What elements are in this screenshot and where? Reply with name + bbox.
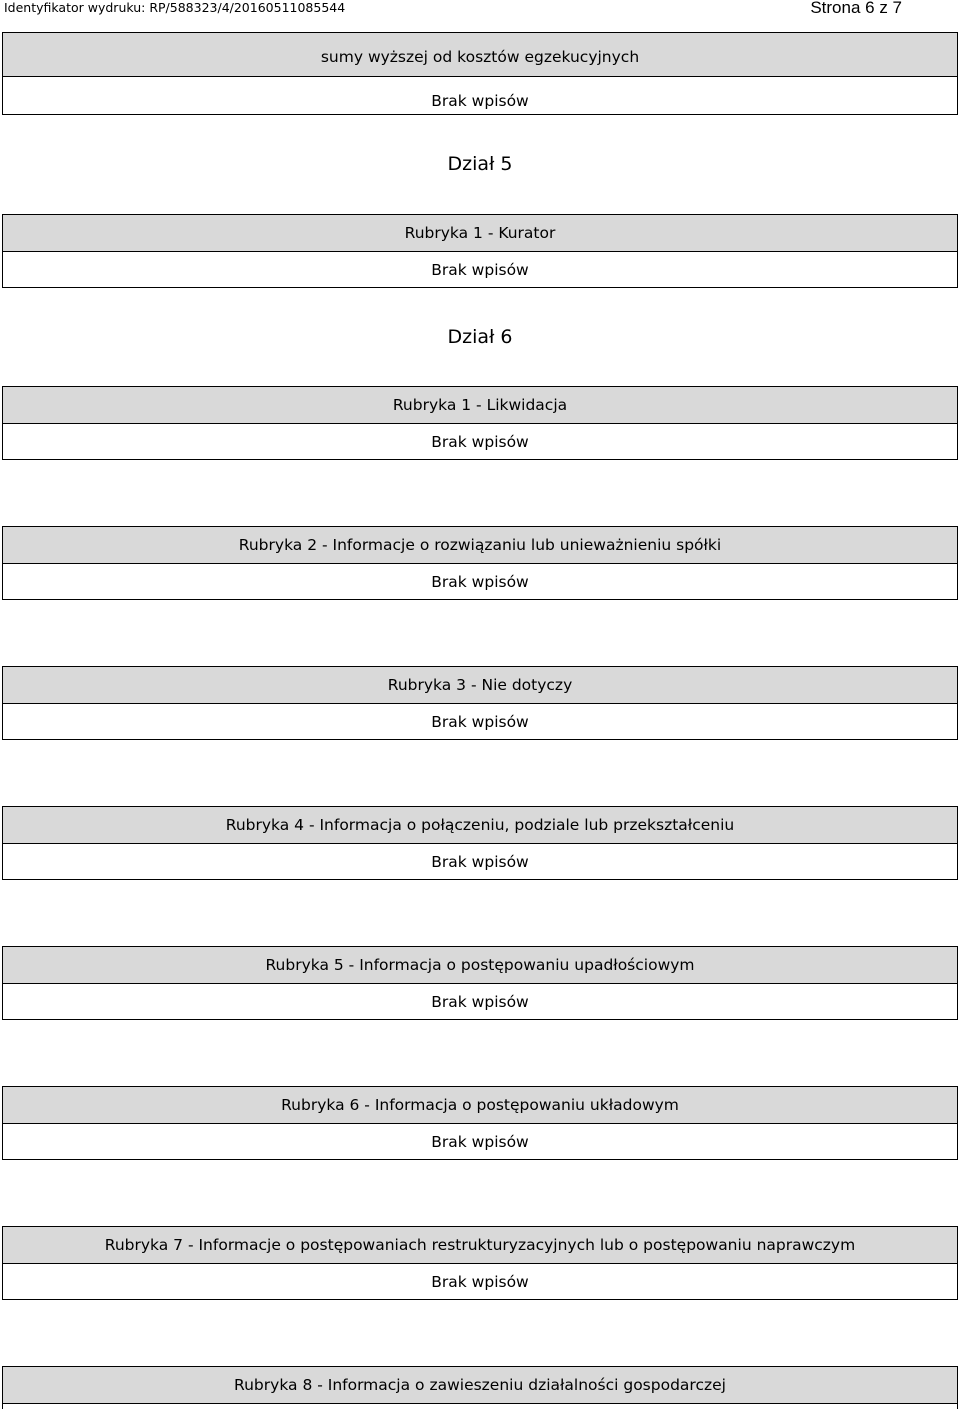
print-identifier: Identyfikator wydruku: RP/588323/4/20160511085544 [4,0,346,15]
section-title-dzial-5: Dział 5 [447,153,513,175]
rubryka-block [2,386,958,460]
page-number: Strona 6 z 7 [810,0,902,17]
rubryka-block [2,806,958,880]
rubryka-block [2,1226,958,1300]
rubryka-body: Brak wpisów [3,1124,957,1160]
rubryka-header: Rubryka 1 - Kurator [3,215,957,252]
rubryka-block [2,214,958,288]
rubryka-header: Rubryka 4 - Informacja o połączeniu, podziale lub przekształceniu [3,807,957,844]
rubryka-block [2,1086,958,1160]
rubryka-header: sumy wyższej od kosztów egzekucyjnych [3,33,957,77]
rubryka-body: Brak wpisów [3,77,957,115]
rubryka-header: Rubryka 7 - Informacje o postępowaniach restrukturyzacyjnych lub o postępowaniu naprawczym [3,1227,957,1264]
rubryka-header: Rubryka 2 - Informacje o rozwiązaniu lub unieważnieniu spółki [3,527,957,564]
rubryka-body: Brak wpisów [3,984,957,1020]
rubryka-header: Rubryka 5 - Informacja o postępowaniu upadłościowym [3,947,957,984]
rubryka-body: Brak wpisów [3,564,957,600]
rubryka-header: Rubryka 3 - Nie dotyczy [3,667,957,704]
rubryka-block [2,666,958,740]
rubryka-body: Brak wpisów [3,1264,957,1300]
rubryka-block [2,1366,958,1409]
section-title-dzial-6: Dział 6 [447,326,513,348]
continuation-block [2,32,958,115]
rubryka-block [2,526,958,600]
rubryka-header: Rubryka 6 - Informacja o postępowaniu układowym [3,1087,957,1124]
rubryka-body: Brak wpisów [3,704,957,740]
rubryka-body: Brak wpisów [3,252,957,288]
rubryka-header: Rubryka 1 - Likwidacja [3,387,957,424]
rubryka-header: Rubryka 8 - Informacja o zawieszeniu działalności gospodarczej [3,1367,957,1404]
rubryka-block [2,946,958,1020]
rubryka-body: Brak wpisów [3,424,957,460]
rubryka-body: Brak wpisów [3,844,957,880]
